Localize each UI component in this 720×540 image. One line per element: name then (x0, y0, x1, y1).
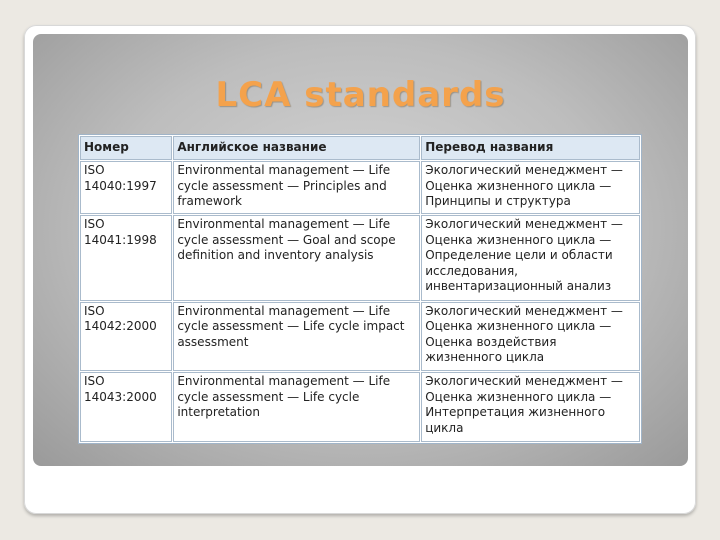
header-translation: Перевод названия (421, 136, 640, 160)
table-row (80, 372, 640, 442)
cell-translation: Экологический менеджмент — Оценка жизненного цикла — Определение цели и области исследования, инвентаризационный анализ (421, 215, 640, 301)
table-row (80, 161, 640, 214)
cell-translation: Экологический менеджмент — Оценка жизненного цикла — Интерпретация жизненного цикла (421, 372, 640, 442)
cell-english-name: Environmental management — Life cycle assessment — Goal and scope definition and inventory analysis (173, 215, 420, 301)
table-header-row (80, 136, 640, 160)
cell-translation: Экологический менеджмент — Оценка жизненного цикла — Принципы и структура (421, 161, 640, 214)
cell-number: ISO 14040:1997 (80, 161, 172, 214)
standards-table-container (78, 134, 642, 444)
cell-translation: Экологический менеджмент — Оценка жизненного цикла — Оценка воздействия жизненного цикла (421, 302, 640, 372)
table-row (80, 215, 640, 301)
cell-number: ISO 14041:1998 (80, 215, 172, 301)
header-english-name: Английское название (173, 136, 420, 160)
header-number: Номер (80, 136, 172, 160)
cell-english-name: Environmental management — Life cycle assessment — Life cycle impact assessment (173, 302, 420, 372)
slide-title: LCA standards (215, 75, 506, 115)
cell-english-name: Environmental management — Life cycle assessment — Life cycle interpretation (173, 372, 420, 442)
cell-number: ISO 14043:2000 (80, 372, 172, 442)
cell-number: ISO 14042:2000 (80, 302, 172, 372)
lca-standards-table (79, 135, 641, 443)
cell-english-name: Environmental management — Life cycle assessment — Principles and framework (173, 161, 420, 214)
table-row (80, 302, 640, 372)
